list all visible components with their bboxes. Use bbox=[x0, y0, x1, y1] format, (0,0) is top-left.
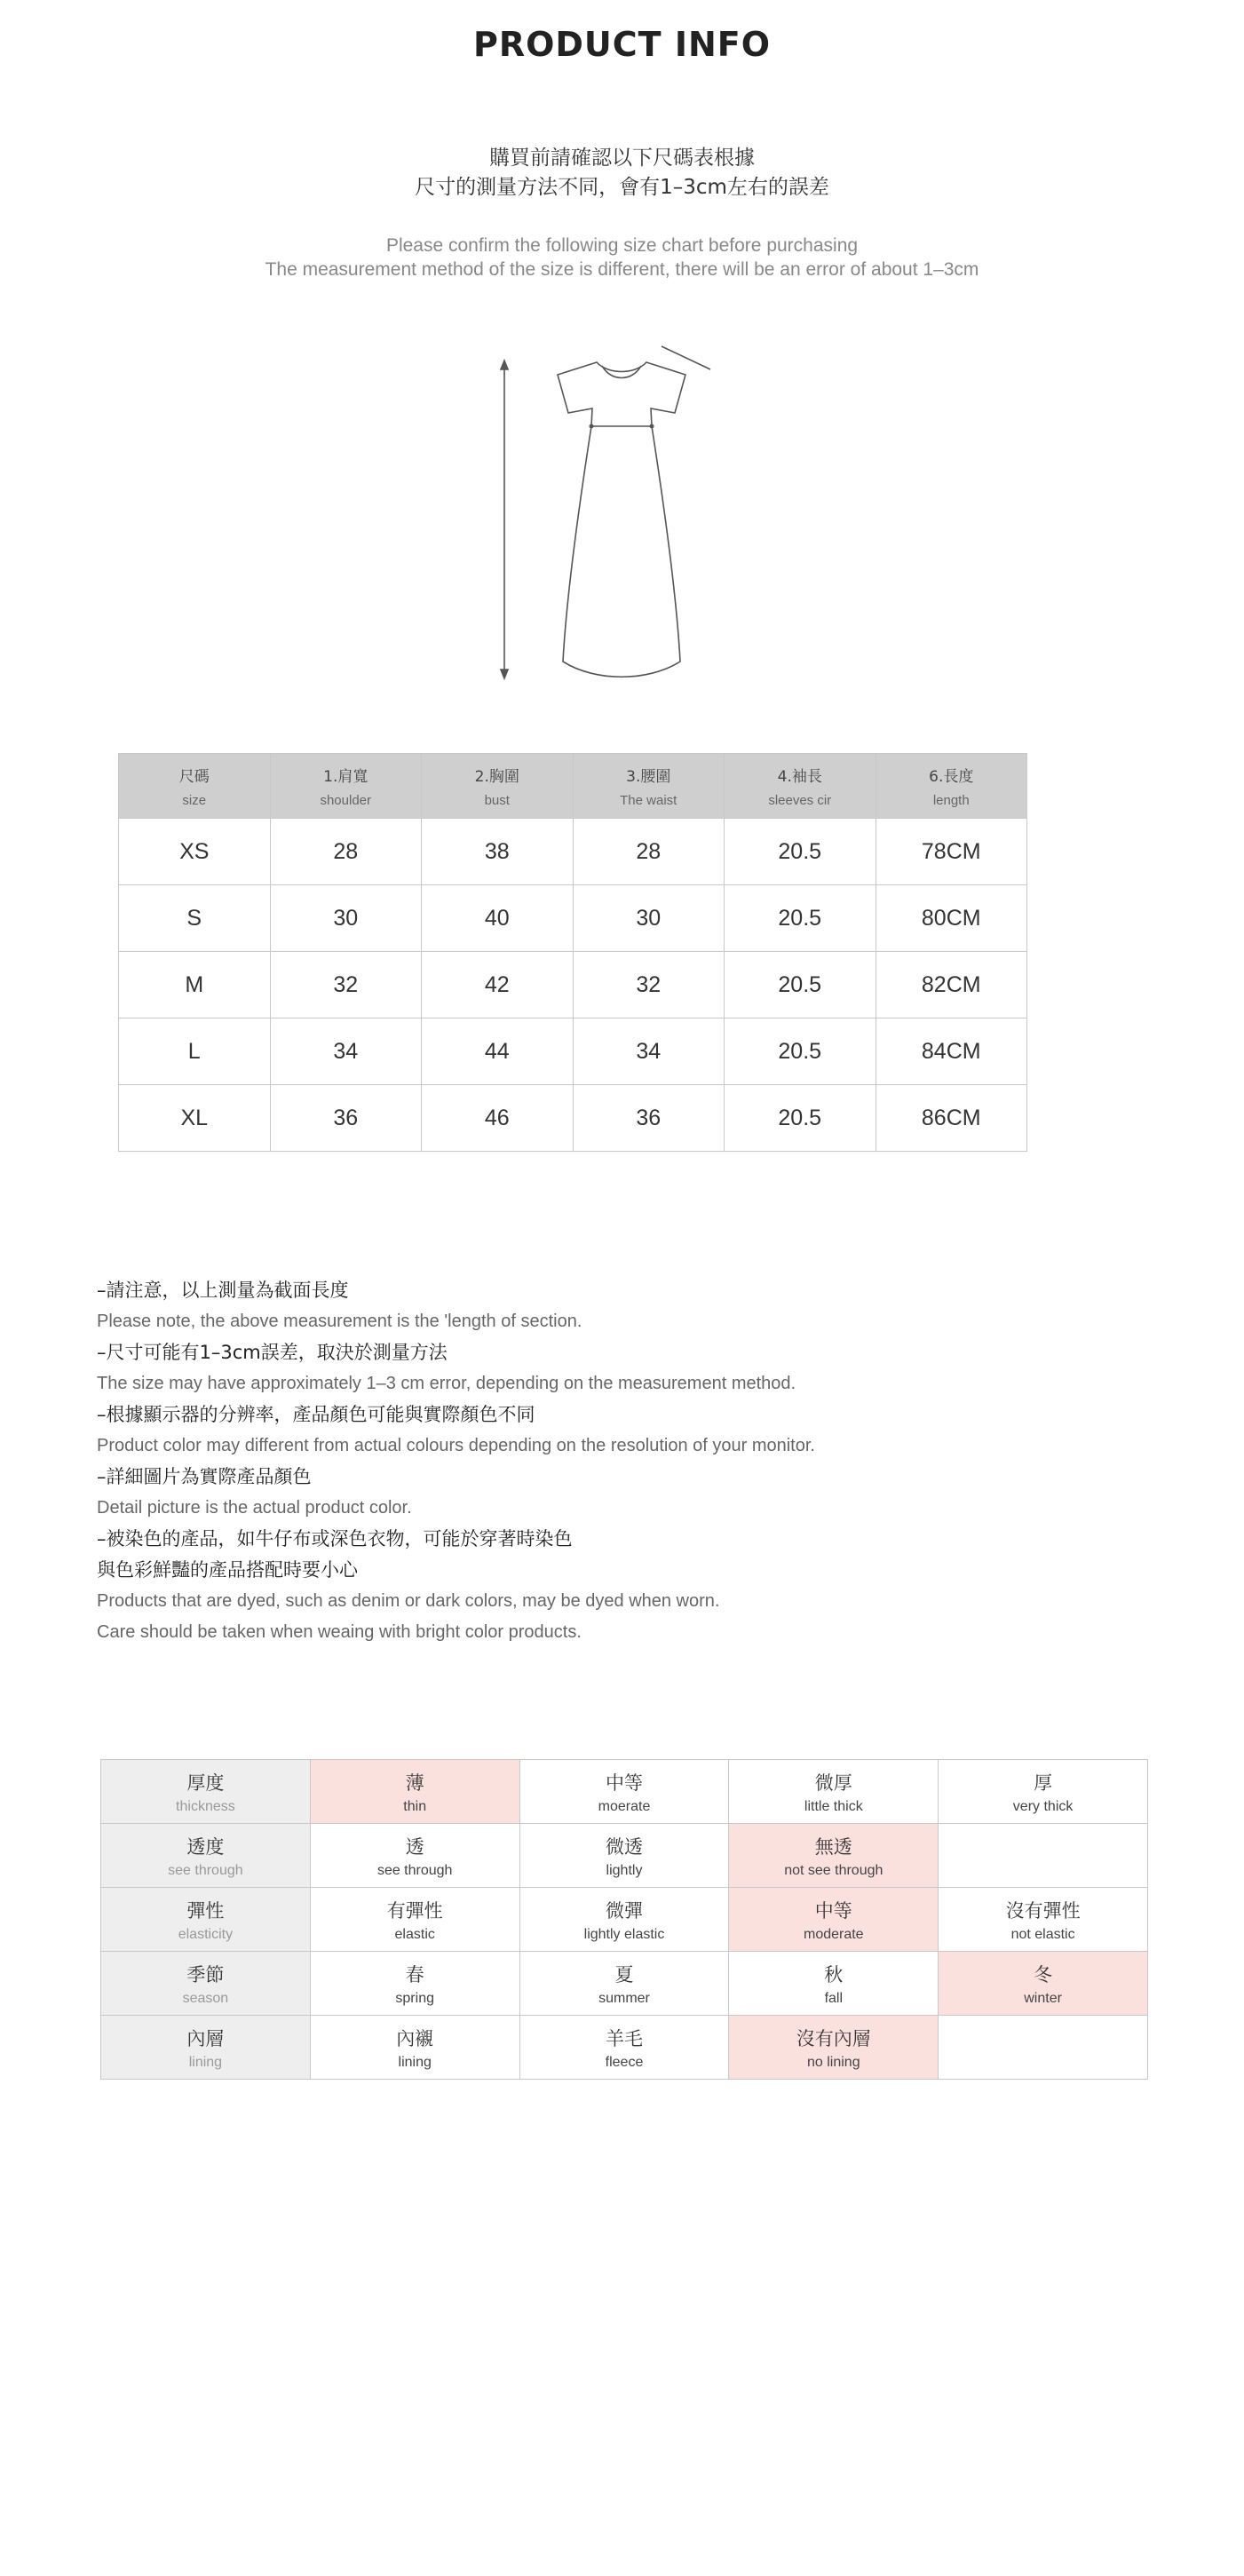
fabric-option-en: not see through bbox=[784, 1862, 883, 1878]
fabric-option-en: moerate bbox=[598, 1798, 651, 1814]
intro-en bbox=[0, 234, 1244, 281]
table-cell: 46 bbox=[422, 1085, 574, 1152]
fabric-option-en: fall bbox=[824, 1990, 844, 2006]
fabric-option bbox=[310, 1888, 519, 1952]
care-notes bbox=[97, 1275, 1162, 1648]
fabric-option-zh: 有彈性 bbox=[386, 1899, 443, 1922]
fabric-option bbox=[519, 1824, 729, 1888]
fabric-property-label bbox=[101, 1760, 311, 1824]
fabric-label-en: elasticity bbox=[178, 1926, 234, 1942]
dress-measurement-diagram bbox=[488, 329, 755, 701]
note-line: –詳細圖片為實際產品顏色 bbox=[97, 1466, 312, 1487]
note-line: 與色彩鮮豔的產品搭配時要小心 bbox=[97, 1559, 358, 1581]
table-cell: 40 bbox=[422, 885, 574, 952]
fabric-label-en: thickness bbox=[176, 1798, 235, 1814]
fabric-label-en: season bbox=[182, 1990, 229, 2006]
dress-outline bbox=[558, 362, 685, 677]
table-cell: 82CM bbox=[876, 952, 1027, 1019]
fabric-row bbox=[101, 1952, 1148, 2016]
fabric-option-en: spring bbox=[395, 1990, 434, 2006]
intro-zh bbox=[0, 144, 1244, 202]
size-chart-header-row bbox=[119, 754, 1027, 819]
fabric-option-selected bbox=[310, 1760, 519, 1824]
fabric-option-selected bbox=[729, 1888, 939, 1952]
fabric-option-en: lightly elastic bbox=[583, 1926, 665, 1942]
fabric-label-zh: 透度 bbox=[186, 1835, 225, 1858]
table-cell: XL bbox=[119, 1085, 271, 1152]
page-title: PRODUCT INFO bbox=[472, 25, 772, 64]
fabric-label-en: lining bbox=[188, 2054, 223, 2070]
intro-en-line-1: Please confirm the following size chart before purchasing bbox=[385, 235, 859, 256]
fabric-property-label bbox=[101, 1824, 311, 1888]
table-cell: 80CM bbox=[876, 885, 1027, 952]
table-cell: 20.5 bbox=[725, 952, 876, 1019]
fabric-option bbox=[310, 1824, 519, 1888]
fabric-option-zh: 沒有內層 bbox=[796, 2027, 871, 2049]
table-cell: 84CM bbox=[876, 1019, 1027, 1085]
header-shoulder: 1.肩寬 shoulder bbox=[270, 754, 422, 819]
size-chart-table bbox=[118, 753, 1027, 1152]
table-cell: 36 bbox=[270, 1085, 422, 1152]
fabric-option-selected bbox=[729, 1824, 939, 1888]
fabric-option-en: winter bbox=[1024, 1990, 1062, 2006]
fabric-row bbox=[101, 1760, 1148, 1824]
fabric-option-zh: 微厚 bbox=[814, 1771, 852, 1794]
fabric-option bbox=[729, 1760, 939, 1824]
intro-zh-line-1: 購買前請確認以下尺碼表根據 bbox=[489, 147, 755, 170]
note-line: Care should be taken when weaing with bright color products. bbox=[97, 1622, 582, 1642]
fabric-property-label bbox=[101, 1952, 311, 2016]
note-line: –請注意，以上測量為截面長度 bbox=[97, 1280, 349, 1301]
table-cell: 20.5 bbox=[725, 1085, 876, 1152]
fabric-option-en: very thick bbox=[1012, 1798, 1074, 1814]
header-size: 尺碼 size bbox=[119, 754, 271, 819]
intro-zh-line-2: 尺寸的測量方法不同，會有1–3cm左右的誤差 bbox=[415, 176, 829, 199]
table-row bbox=[119, 885, 1027, 952]
table-cell: 44 bbox=[422, 1019, 574, 1085]
fabric-option-en: no lining bbox=[806, 2054, 860, 2070]
table-cell: 86CM bbox=[876, 1085, 1027, 1152]
note-line: The size may have approximately 1–3 cm error, depending on the measurement method. bbox=[97, 1374, 796, 1393]
note-line: –根據顯示器的分辨率，產品顏色可能與實際顏色不同 bbox=[97, 1404, 535, 1425]
fabric-option-en: elastic bbox=[394, 1926, 435, 1942]
fabric-option-en: lining bbox=[398, 2054, 432, 2070]
fabric-option-zh: 無透 bbox=[814, 1835, 852, 1858]
fabric-option-zh: 微彈 bbox=[605, 1899, 643, 1922]
fabric-option-en: see through bbox=[376, 1862, 453, 1878]
table-cell: 30 bbox=[573, 885, 725, 952]
table-cell: 36 bbox=[573, 1085, 725, 1152]
table-cell: 34 bbox=[573, 1019, 725, 1085]
fabric-option bbox=[939, 2016, 1148, 2080]
table-row bbox=[119, 1019, 1027, 1085]
fabric-option-en: thin bbox=[403, 1798, 427, 1814]
table-cell: 34 bbox=[270, 1019, 422, 1085]
fabric-option bbox=[310, 1952, 519, 2016]
fabric-properties-table bbox=[100, 1759, 1148, 2080]
header-bust: 2.胸圍 bust bbox=[422, 754, 574, 819]
fabric-option-zh: 秋 bbox=[824, 1963, 844, 1986]
fabric-option-en: not elastic bbox=[1010, 1926, 1075, 1942]
table-cell: XS bbox=[119, 819, 271, 885]
table-cell: L bbox=[119, 1019, 271, 1085]
table-row bbox=[119, 1085, 1027, 1152]
table-cell: 20.5 bbox=[725, 1019, 876, 1085]
table-cell: 20.5 bbox=[725, 885, 876, 952]
fabric-option bbox=[519, 2016, 729, 2080]
table-cell: 28 bbox=[573, 819, 725, 885]
fabric-label-zh: 厚度 bbox=[186, 1771, 225, 1794]
header-sleeves: 4.袖長 sleeves cir bbox=[725, 754, 876, 819]
fabric-option bbox=[939, 1888, 1148, 1952]
fabric-option-zh: 沒有彈性 bbox=[1005, 1899, 1081, 1922]
table-cell: 42 bbox=[422, 952, 574, 1019]
fabric-option-en: little thick bbox=[804, 1798, 863, 1814]
table-cell: 32 bbox=[573, 952, 725, 1019]
fabric-option bbox=[310, 2016, 519, 2080]
header-waist: 3.腰圍 The waist bbox=[573, 754, 725, 819]
fabric-option bbox=[519, 1760, 729, 1824]
fabric-option-zh: 厚 bbox=[1034, 1771, 1053, 1794]
table-row bbox=[119, 952, 1027, 1019]
fabric-option-zh: 冬 bbox=[1034, 1963, 1053, 1986]
fabric-row bbox=[101, 1824, 1148, 1888]
fabric-option-zh: 中等 bbox=[814, 1899, 852, 1922]
fabric-property-label bbox=[101, 2016, 311, 2080]
note-line: Product color may different from actual colours depending on the resolution of your monitor. bbox=[97, 1436, 815, 1455]
intro-en-line-2: The measurement method of the size is different, there will be an error of about 1–3cm bbox=[265, 259, 979, 280]
note-line: –被染色的產品，如牛仔布或深色衣物，可能於穿著時染色 bbox=[97, 1528, 573, 1550]
fabric-option bbox=[729, 1952, 939, 2016]
fabric-option-zh: 中等 bbox=[605, 1771, 643, 1794]
fabric-option-selected bbox=[729, 2016, 939, 2080]
fabric-property-label bbox=[101, 1888, 311, 1952]
table-cell: 20.5 bbox=[725, 819, 876, 885]
fabric-option-zh: 羊毛 bbox=[605, 2027, 643, 2049]
table-cell: 78CM bbox=[876, 819, 1027, 885]
fabric-option-zh: 薄 bbox=[405, 1771, 424, 1794]
table-cell: 28 bbox=[270, 819, 422, 885]
fabric-option-en: fleece bbox=[605, 2054, 644, 2070]
fabric-option-zh: 夏 bbox=[614, 1963, 634, 1986]
fabric-option-zh: 春 bbox=[405, 1963, 424, 1986]
fabric-option bbox=[939, 1760, 1148, 1824]
fabric-label-zh: 內層 bbox=[186, 2027, 225, 2049]
fabric-row bbox=[101, 2016, 1148, 2080]
table-cell: S bbox=[119, 885, 271, 952]
fabric-option-zh: 內襯 bbox=[396, 2027, 434, 2049]
note-line: –尺寸可能有1–3cm誤差，取決於測量方法 bbox=[97, 1342, 448, 1363]
fabric-label-zh: 彈性 bbox=[186, 1899, 225, 1922]
fabric-option bbox=[519, 1952, 729, 2016]
fabric-option bbox=[519, 1888, 729, 1952]
table-row bbox=[119, 819, 1027, 885]
note-line: Please note, the above measurement is the 'length of section. bbox=[97, 1312, 582, 1331]
fabric-option-en: moderate bbox=[803, 1926, 864, 1942]
fabric-label-zh: 季節 bbox=[186, 1963, 225, 1986]
table-cell: 38 bbox=[422, 819, 574, 885]
sleeve-measure-line bbox=[662, 346, 710, 369]
note-line: Products that are dyed, such as denim or dark colors, may be dyed when worn. bbox=[97, 1591, 720, 1611]
note-line: Detail picture is the actual product color. bbox=[97, 1498, 412, 1518]
fabric-option-selected bbox=[939, 1952, 1148, 2016]
fabric-option-en: summer bbox=[598, 1990, 650, 2006]
header-length: 6.長度 length bbox=[876, 754, 1027, 819]
table-cell: 30 bbox=[270, 885, 422, 952]
fabric-row bbox=[101, 1888, 1148, 1952]
fabric-option-zh: 透 bbox=[405, 1835, 424, 1858]
fabric-option-zh: 微透 bbox=[605, 1835, 643, 1858]
table-cell: 32 bbox=[270, 952, 422, 1019]
table-cell: M bbox=[119, 952, 271, 1019]
fabric-option bbox=[939, 1824, 1148, 1888]
fabric-label-en: see through bbox=[168, 1862, 243, 1878]
fabric-option-en: lightly bbox=[606, 1862, 643, 1878]
